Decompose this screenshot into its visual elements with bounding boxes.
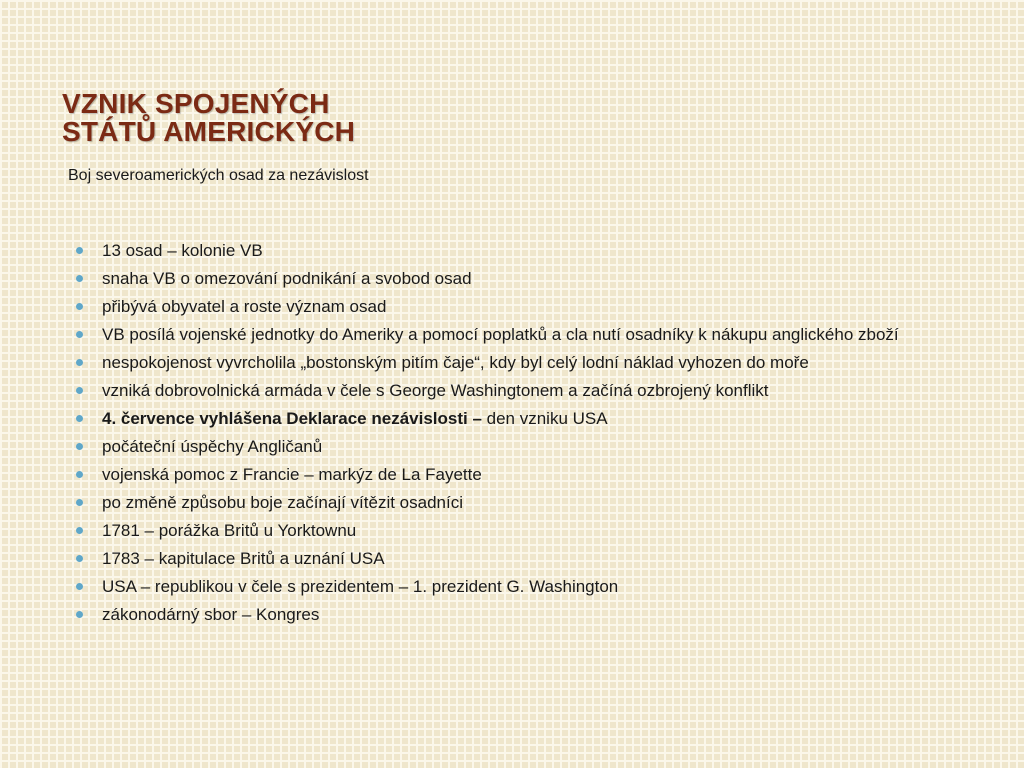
bullet-bold-text: 4. července vyhlášena Deklarace nezávislosti – <box>102 409 487 428</box>
bullet-text: den vzniku USA <box>486 409 608 428</box>
bullet-item <box>76 576 946 597</box>
bullet-text: přibývá obyvatel a roste význam osad <box>102 297 387 316</box>
bullet-icon <box>76 359 83 366</box>
bullet-icon <box>76 443 83 450</box>
bullet-text: 13 osad – kolonie VB <box>102 241 263 260</box>
bullet-item <box>76 352 946 373</box>
bullet-text: USA – republikou v čele s prezidentem – 1. prezident G. Washington <box>102 577 619 596</box>
bullet-icon <box>76 527 83 534</box>
bullet-icon <box>76 303 83 310</box>
bullet-text: 1783 – kapitulace Britů a uznání USA <box>102 549 385 568</box>
bullet-text: počáteční úspěchy Angličanů <box>102 437 323 456</box>
bullet-text: nespokojenost vyvrcholila „bostonským pitím čaje“, kdy byl celý lodní náklad vyhozen do moře <box>102 353 809 372</box>
bullet-text: VB posílá vojenské jednotky do Ameriky a pomocí poplatků a cla nutí osadníky k nákupu anglického zboží <box>102 325 899 344</box>
slide-title-line-1: VZNIK SPOJENÝCH <box>62 88 330 119</box>
bullet-item <box>76 604 946 625</box>
bullet-text: vojenská pomoc z Francie – markýz de La Fayette <box>102 465 482 484</box>
bullet-icon <box>76 499 83 506</box>
slide-title-line-2: STÁTŮ AMERICKÝCH <box>62 116 356 147</box>
bullet-item <box>76 548 946 569</box>
bullet-text: snaha VB o omezování podnikání a svobod osad <box>102 269 472 288</box>
bullet-icon <box>76 387 83 394</box>
bullet-text: po změně způsobu boje začínají vítězit osadníci <box>102 493 463 512</box>
bullet-icon <box>76 611 83 618</box>
bullet-item <box>76 464 946 485</box>
bullet-item <box>76 324 946 345</box>
bullet-icon <box>76 415 83 422</box>
bullet-icon <box>76 331 83 338</box>
bullet-icon <box>76 583 83 590</box>
bullet-icon <box>76 555 83 562</box>
bullet-icon <box>76 275 83 282</box>
bullet-item <box>76 492 946 513</box>
bullet-item <box>76 296 946 317</box>
bullet-icon <box>76 471 83 478</box>
bullet-list <box>76 240 946 632</box>
slide-subtitle: Boj severoamerických osad za nezávislost <box>68 167 369 184</box>
bullet-text: vzniká dobrovolnická armáda v čele s George Washingtonem a začíná ozbrojený konflikt <box>102 381 769 400</box>
bullet-item <box>76 436 946 457</box>
bullet-item <box>76 268 946 289</box>
bullet-icon <box>76 247 83 254</box>
bullet-item <box>76 408 946 429</box>
bullet-item <box>76 380 946 401</box>
bullet-item <box>76 240 946 261</box>
bullet-item <box>76 520 946 541</box>
bullet-text: zákonodárný sbor – Kongres <box>102 605 320 624</box>
bullet-text: 1781 – porážka Britů u Yorktownu <box>102 521 357 540</box>
slide-title <box>62 90 355 146</box>
